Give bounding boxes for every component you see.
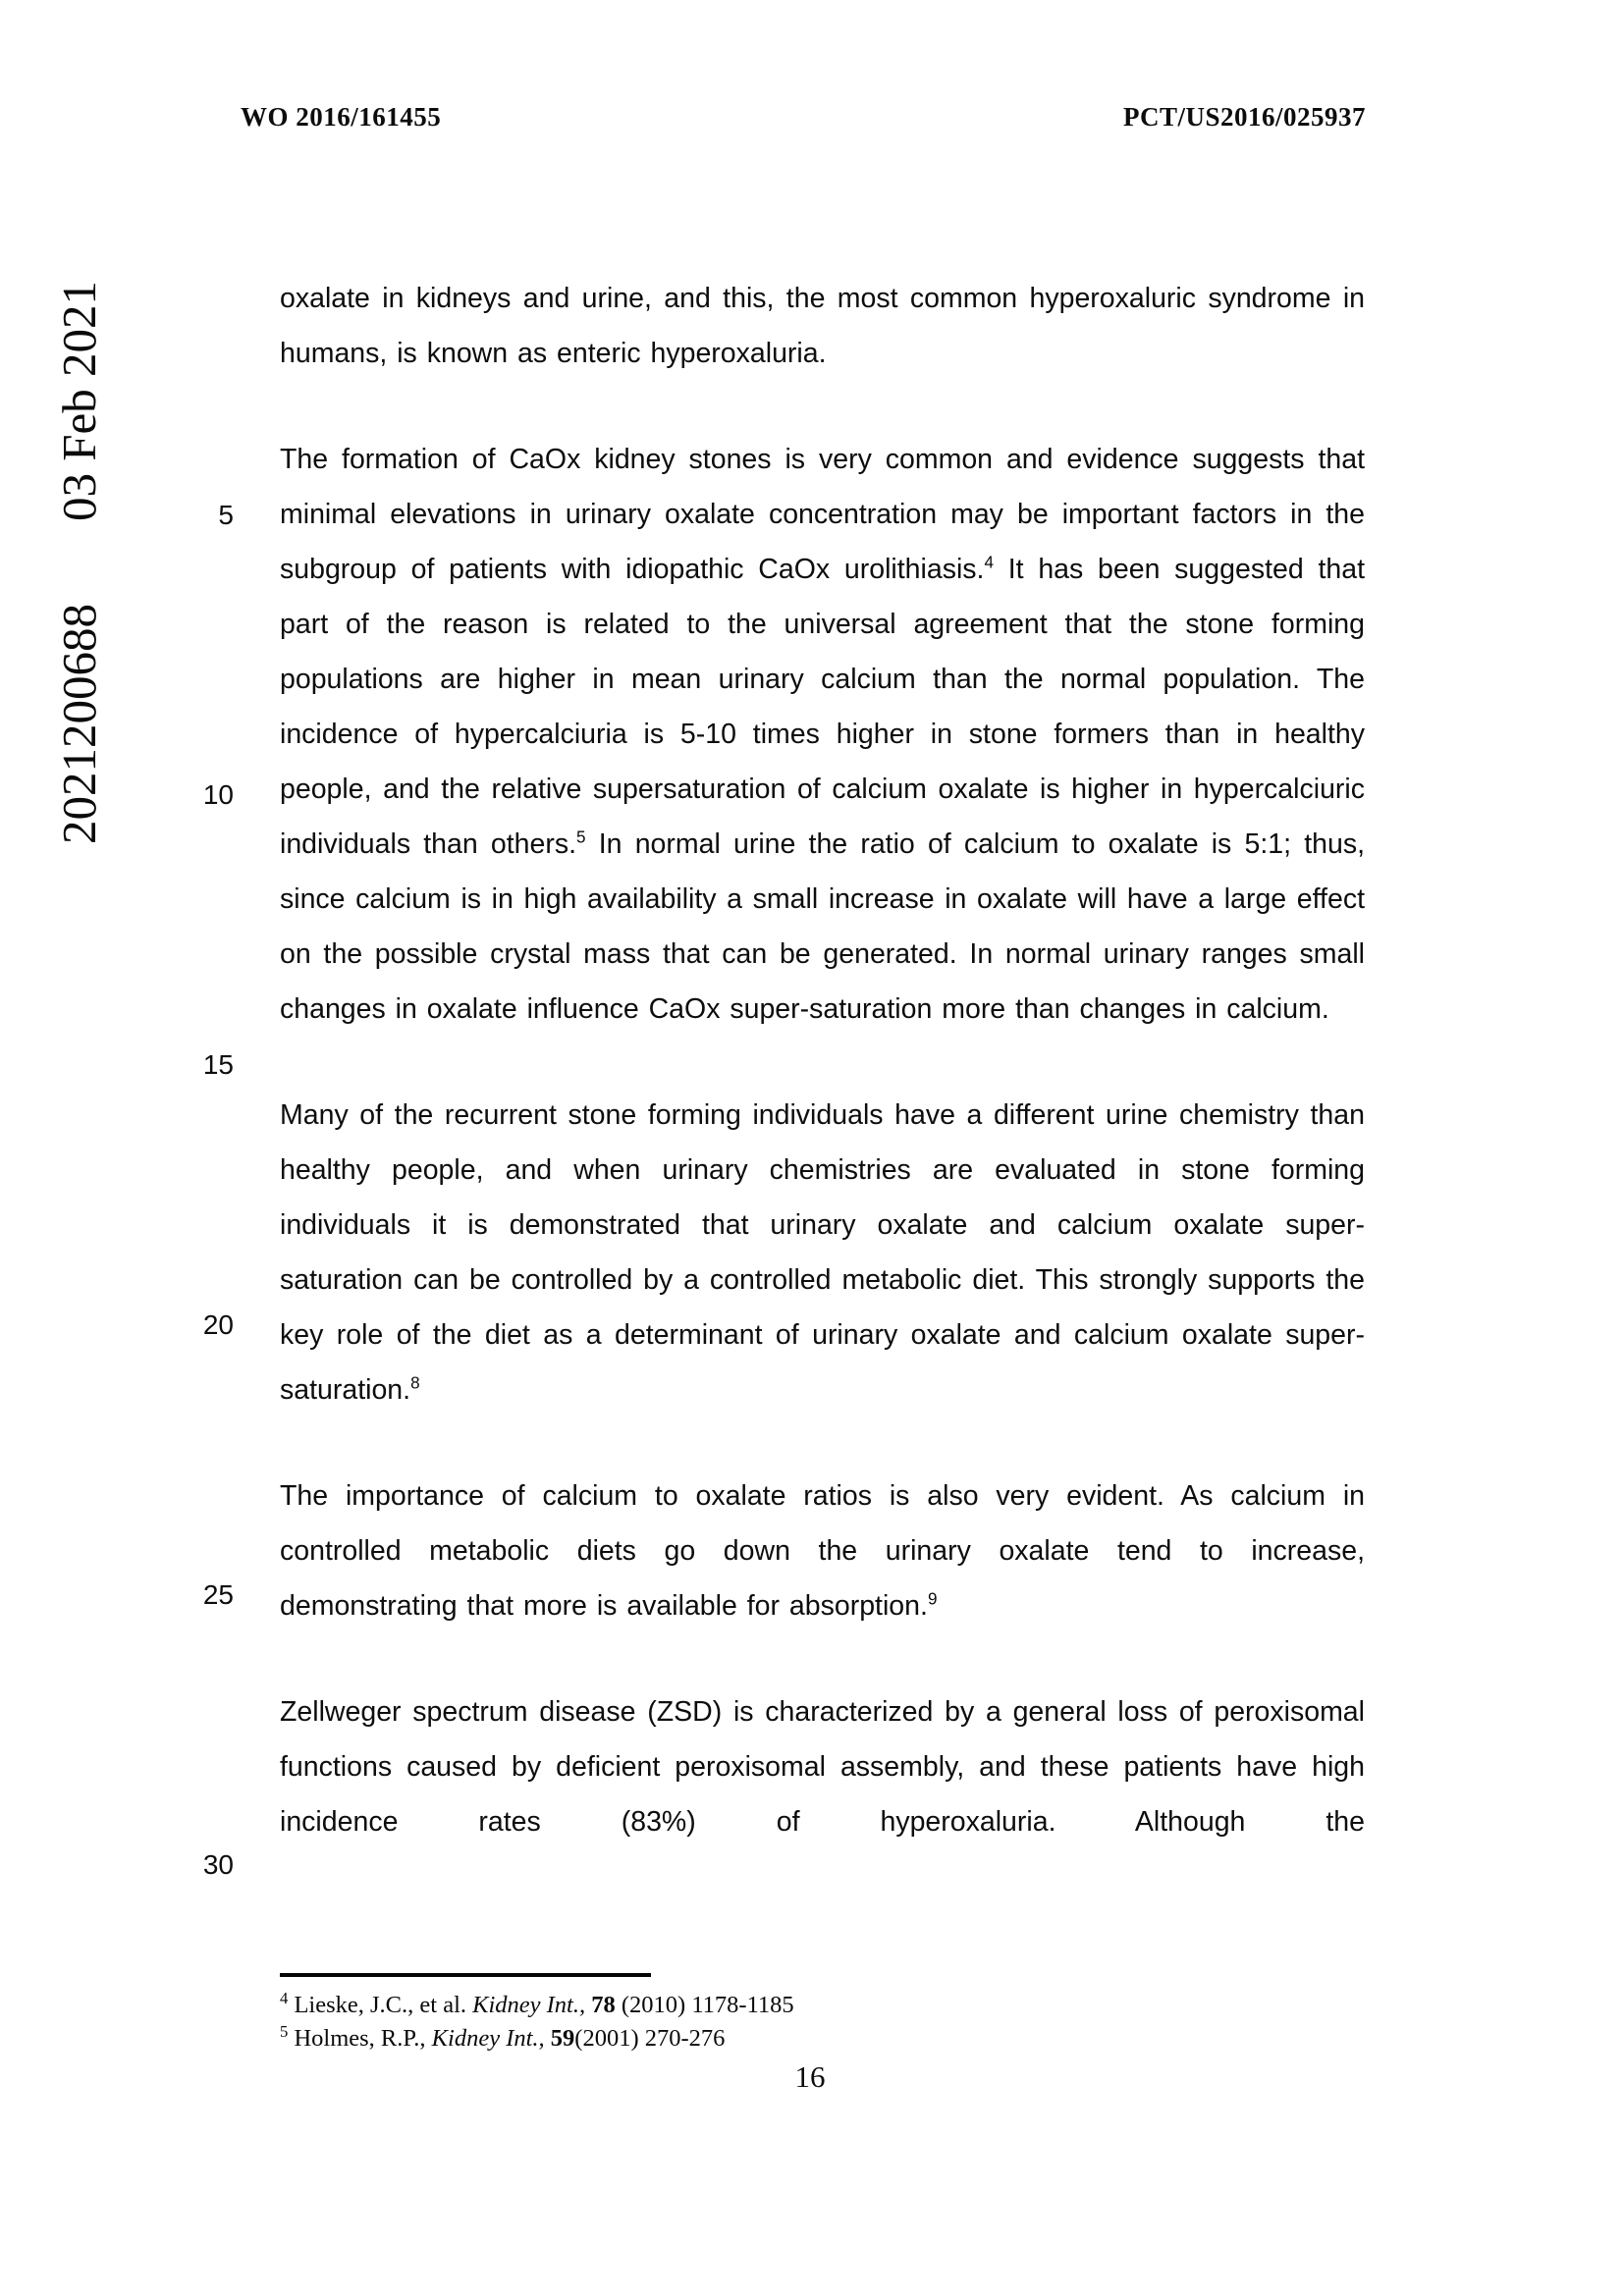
paragraph-calcium-oxalate-ratio: The importance of calcium to oxalate ratios is also very evident. As calcium in controlled metabolic diets go down the urinary oxalate tend to increase, demonstrating that more is available for absorption.$^9$ xyxy=(280,1480,1365,1622)
stamp-date: 03 Feb 2021 xyxy=(52,281,106,521)
paragraph-caox-stone-formation: The formation of CaOx kidney stones is very common and evidence suggests that minimal elevations in urinary oxalate concentration may be important factors in the subgroup of patients with idiopathic CaOx urolithiasis.$^4$ It has been suggested that part of the reason is related to the universal agreement that the stone forming populations are higher in mean urinary calcium than the normal population. The incidence of hypercalciuria is 5-10 times higher in stone formers than in healthy people, and the relative supersaturation of calcium oxalate is higher in hypercalciuric individuals than others.$^5$ In normal urine the ratio of calcium to oxalate is 5:1; thus, since calcium is in high availability a small increase in oxalate will have a large effect on the possible crystal mass that can be generated. In normal urinary ranges small changes in oxalate influence CaOx super-saturation more than changes in calcium. xyxy=(280,444,1365,1025)
paragraph-urine-chemistry: Many of the recurrent stone forming individuals have a different urine chemistry than healthy people, and when urinary chemistries are evaluated in stone forming individuals it is demonstrated that urinary oxalate and calcium oxalate super-saturation can be controlled by a controlled metabolic diet. This strongly supports the key role of the diet as a determinant of urinary oxalate and calcium oxalate super-saturation.$^8$ xyxy=(280,1099,1365,1406)
page-number: 16 xyxy=(794,2059,826,2094)
footnote-5: $^5$ Holmes, R.P., Kidney Int., 59(2001) 270-276 xyxy=(280,2021,726,2052)
line-number-25: 25 xyxy=(202,1579,234,1610)
footnote-4: $^4$ Lieske, J.C., et al. Kidney Int., 78 (2010) 1178-1185 xyxy=(280,1988,794,2018)
footnote-separator xyxy=(280,1973,651,1977)
left-margin-stamp xyxy=(44,187,115,844)
line-number-10: 10 xyxy=(202,779,234,810)
pct-application-number: PCT/US2016/025937 xyxy=(1122,102,1366,132)
publication-number: WO 2016/161455 xyxy=(241,102,442,132)
paragraph-zellweger-spectrum: Zellweger spectrum disease (ZSD) is characterized by a general loss of peroxisomal functions caused by deficient peroxisomal assembly, and these patients have high incidence rates (83%) of hyperoxaluria. Although the xyxy=(280,1696,1365,1838)
line-number-15: 15 xyxy=(202,1049,234,1080)
footnotes xyxy=(280,1989,1085,2056)
line-number-20: 20 xyxy=(202,1309,234,1340)
rotated-stamp-text xyxy=(44,187,115,844)
line-number-5: 5 xyxy=(218,500,234,530)
paragraph-enteric-hyperoxaluria: oxalate in kidneys and urine, and this, the most common hyperoxaluric syndrome in humans, is known as enteric hyperoxaluria. xyxy=(280,283,1365,369)
stamp-application-number: 2021200688 xyxy=(52,604,106,844)
body-text xyxy=(280,271,1365,1900)
line-number-30: 30 xyxy=(202,1849,234,1880)
